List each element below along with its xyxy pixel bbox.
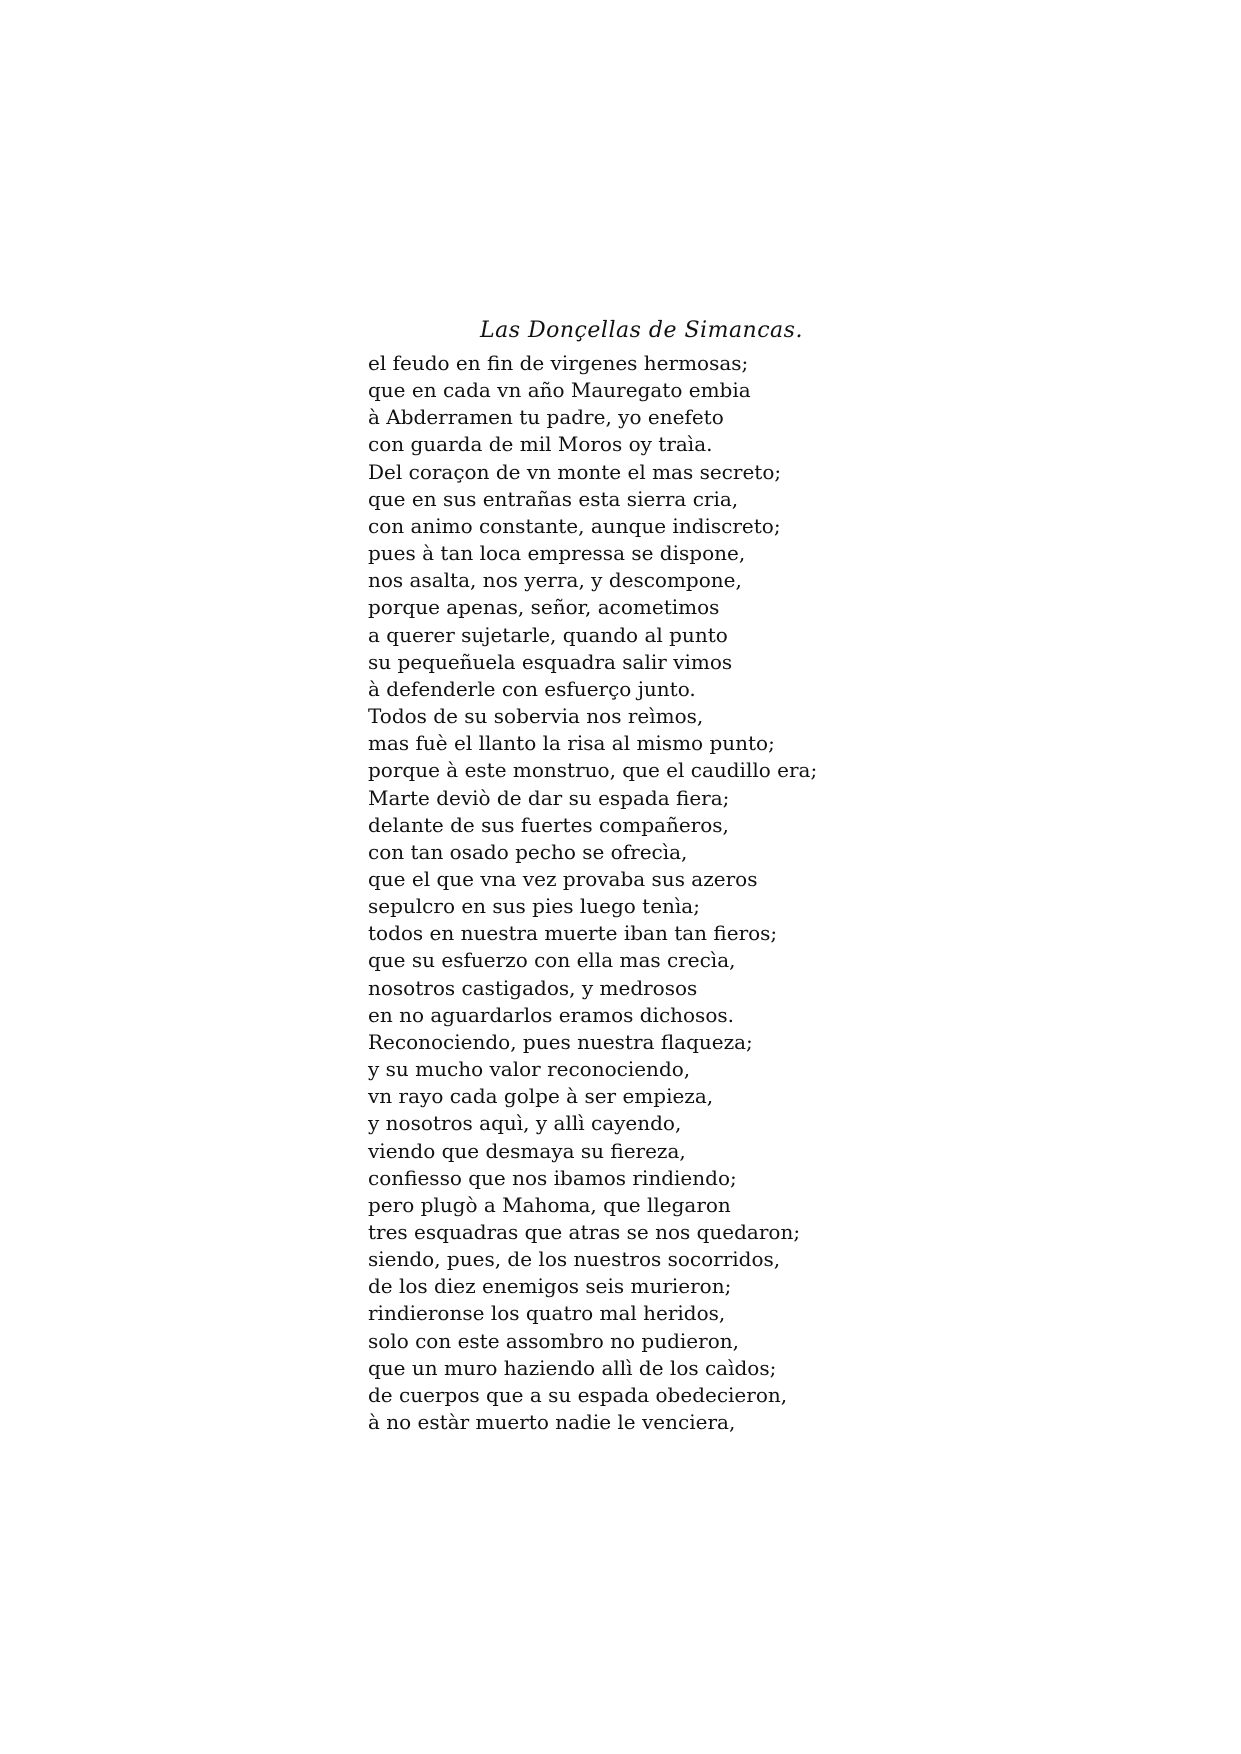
verse-line: à Abderramen tu padre, yo enefeto [368,405,724,430]
verse-line: que un muro haziendo allì de los caìdos; [368,1355,777,1380]
verse-line: Todos de su sobervia nos reìmos, [368,704,704,729]
verse-line: sepulcro en sus pies luego tenìa; [368,894,700,919]
verse-line: su pequeñuela esquadra salir vimos [368,649,733,674]
verse-line: que en cada vn año Mauregato embia [368,378,751,403]
verse-line: solo con este assombro no pudieron, [368,1328,739,1353]
verse-line: y nosotros aquì, y allì cayendo, [368,1111,682,1136]
verse-line: vn rayo cada golpe à ser empieza, [368,1084,714,1109]
verse-line: con tan osado pecho se ofrecìa, [368,839,688,864]
verse-line: de cuerpos que a su espada obedecieron, [368,1382,788,1407]
verse-line: todos en nuestra muerte iban tan fieros; [368,921,778,946]
verse-line: de los diez enemigos seis murieron; [368,1274,732,1299]
verse-line: con guarda de mil Moros oy traìa. [368,432,713,457]
verse-line: delante de sus fuertes compañeros, [368,812,729,837]
verse-line: el feudo en fin de virgenes hermosas; [368,351,749,375]
verse-line: porque apenas, señor, acometimos [368,595,720,620]
verse-line: Marte deviò de dar su espada fiera; [368,785,730,810]
verse-line: en no aguardarlos eramos dichosos. [368,1002,734,1027]
verse-line: confiesso que nos ibamos rindiendo; [368,1165,737,1190]
verse-line: siendo, pues, de los nuestros socorridos, [368,1247,781,1272]
verse-line: Reconociendo, pues nuestra flaqueza; [368,1029,753,1054]
verse-line: con animo constante, aunque indiscreto; [368,513,781,538]
verse-line: que en sus entrañas esta sierra cria, [368,486,739,511]
verse-line: que el que vna vez provaba sus azeros [368,866,758,891]
verse-line: pues à tan loca empressa se dispone, [368,541,746,566]
verse-line: à no estàr muerto nadie le venciera, [368,1410,736,1435]
verse-line: Del coraçon de vn monte el mas secreto; [368,459,782,484]
verse-line: mas fuè el llanto la risa al mismo punto; [368,731,775,756]
verse-line: rindieronse los quatro mal heridos, [368,1301,726,1326]
verse-line: pero plugò a Mahoma, que llegaron [368,1192,731,1217]
verse-line: à defenderle con esfuerço junto. [368,676,696,701]
verse-text [368,350,828,1436]
verse-line: porque à este monstruo, que el caudillo era; [368,758,818,783]
verse-line: nos asalta, nos yerra, y descompone, [368,568,742,593]
running-head: Las Donçellas de Simancas. [480,318,803,343]
verse-line: viendo que desmaya su fiereza, [368,1138,686,1163]
verse-line: que su esfuerzo con ella mas crecìa, [368,948,736,973]
verse-line: tres esquadras que atras se nos quedaron; [368,1220,801,1244]
verse-line: nosotros castigados, y medrosos [368,975,698,1000]
verse-line: y su mucho valor reconociendo, [368,1057,691,1082]
verse-line: a querer sujetarle, quando al punto [368,622,728,647]
